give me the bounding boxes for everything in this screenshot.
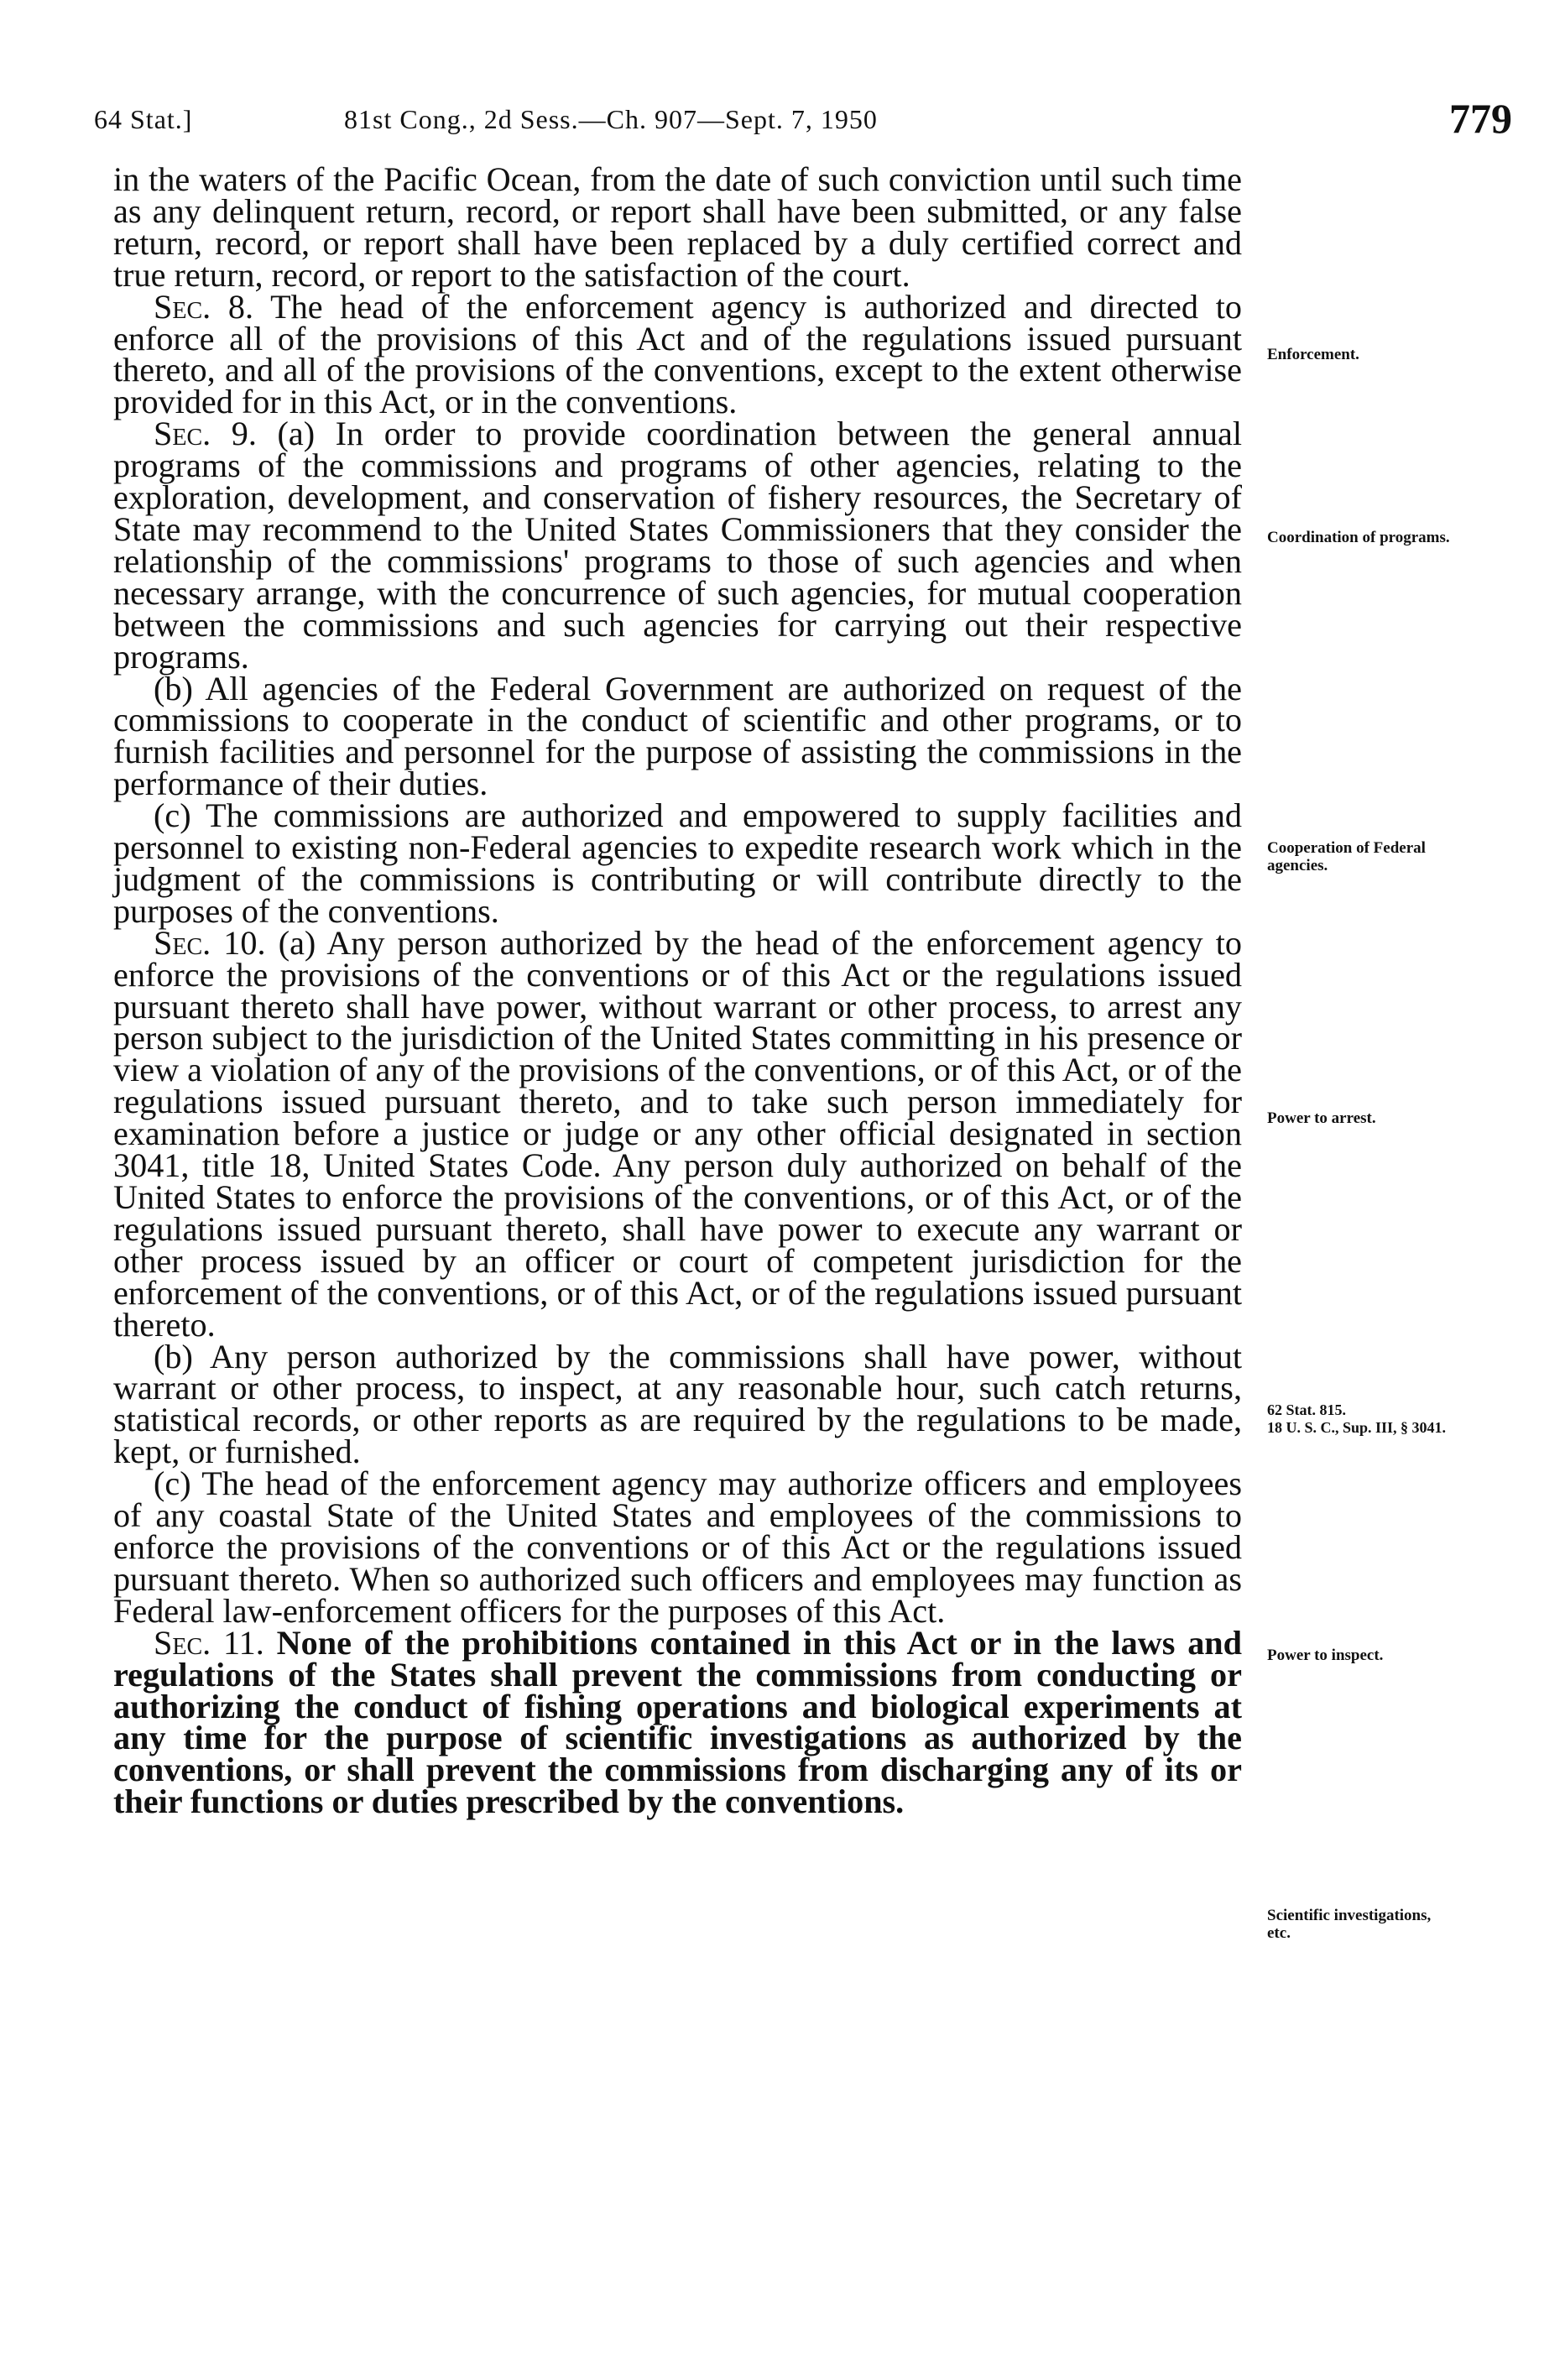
page-header: [94, 94, 1512, 153]
margin-note-coordination: Coordination of programs.: [1267, 529, 1450, 546]
paragraph-text: (a) Any person authorized by the head of the enforcement agency to enforce the provisions of the conventions or of this Act or the regulations issued pursuant thereto shall have power, without warrant or other process, to arrest any person subject to the jurisdiction of the United States committing in his presence or view a violation of any of the provisions of the conventions, or of this Act, or of the regulations issued pursuant thereto, and to take such person immediately for examination before a justice or judge or any other official designated in section 3041, title 18, United States Code. Any person duly authorized on behalf of the United States to enforce the provisions of the conventions, or of this Act, or of the regulations issued pursuant thereto, shall have power to execute any warrant or other process issued by an officer or court of competent jurisdiction for the enforcement of the conventions, or of this Act, or of the regulations issued pursuant thereto.: [113, 923, 1243, 1344]
margin-note-inspect: Power to inspect.: [1267, 1647, 1384, 1664]
section-10b: [113, 1337, 1242, 1471]
paragraph-text: (a) In order to provide coordination between the general annual programs of the commissions and programs of other agencies, relating to the exploration, development, and conservation of fishery resources, the Secretary of State may recommend to the United States Commissioners that they consider the relationship of the commissions' programs to those of such agencies and when necessary arrange, with the concurrence of such agencies, for mutual cooperation between the commissions and such agencies for carrying out their respective programs.: [113, 415, 1243, 676]
statute-text: [113, 160, 1243, 1821]
volume-reference: 64 Stat.]: [94, 104, 193, 134]
section-9b: [113, 669, 1242, 803]
paragraph-continuation: [113, 160, 1242, 294]
section-label: Sec. 11.: [154, 1623, 264, 1662]
section-10c: [113, 1464, 1242, 1630]
paragraph-text: The head of the enforcement agency is authorized and directed to enforce all of the provisions of this Act and of the regulations issued pursuant thereto, and all of the provisions of the conventions, except to the extent otherwise provided for in this Act, or in the conventions.: [113, 287, 1242, 421]
margin-note-enforcement: Enforcement.: [1267, 346, 1359, 363]
paragraph-text: (c) The commissions are authorized and empowered to supply facilities and personnel to existing non-Federal agencies to expedite research work which in the judgment of the commissions is contributing or will contribute directly to the purposes of the conventions.: [113, 796, 1242, 930]
session-reference: 81st Cong., 2d Sess.—Ch. 907—Sept. 7, 1950: [344, 104, 878, 134]
section-9a: [113, 415, 1243, 676]
paragraph-text: (b) All agencies of the Federal Government are authorized on request of the commissions to cooperate in the conduct of scientific and other programs, or to furnish facilities and personnel for the purpose of assisting the commissions in the performance of their duties.: [113, 669, 1242, 803]
margin-note-arrest: Power to arrest.: [1267, 1109, 1376, 1127]
section-label: Sec. 10.: [154, 923, 266, 962]
section-11: [113, 1623, 1242, 1821]
margin-note-cooperation: Cooperation of Federal agencies.: [1267, 839, 1426, 874]
section-label: Sec. 8.: [154, 287, 254, 326]
section-10a: [113, 923, 1243, 1344]
margin-note-citation-usc: 18 U. S. C., Sup. III, § 3041.: [1267, 1419, 1447, 1436]
paragraph-text: (b) Any person authorized by the commissions shall have power, without warrant or other process, to inspect, at any reasonable hour, such catch returns, statistical records, or other reports as are required by the regulations to be made, kept, or furnished.: [113, 1337, 1242, 1471]
paragraph-text: (c) The head of the enforcement agency may authorize officers and employees of any coastal State of the United States and employees of the commissions to enforce the provisions of the conventions or of this Act or the regulations issued pursuant thereto. When so authorized such officers and employees may function as Federal law-enforcement officers for the purposes of this Act.: [113, 1464, 1242, 1630]
paragraph-text: None of the prohibitions contained in this Act or in the laws and regulations of the States shall prevent the commissions from conducting or authorizing the conduct of fishing operations and biological experiments at any time for the purpose of scientific investigations as authorized by the conventions, or shall prevent the commissions from discharging any of its or their functions or duties prescribed by the conventions.: [113, 1623, 1242, 1821]
margin-note-scientific: Scientific investigations, etc.: [1267, 1907, 1432, 1942]
section-label: Sec. 9.: [154, 415, 257, 453]
section-8: [113, 287, 1242, 421]
margin-note-citation-stat: 62 Stat. 815.: [1267, 1401, 1346, 1418]
paragraph-text: in the waters of the Pacific Ocean, from the date of such conviction until such time as any delinquent return, record, or report shall have been submitted, or any false return, record, or report shall have been replaced by a duly certified correct and true return, record, or report to the satisfaction of the court.: [113, 160, 1242, 294]
section-9c: [113, 796, 1242, 930]
page-number: 779: [1449, 95, 1512, 142]
